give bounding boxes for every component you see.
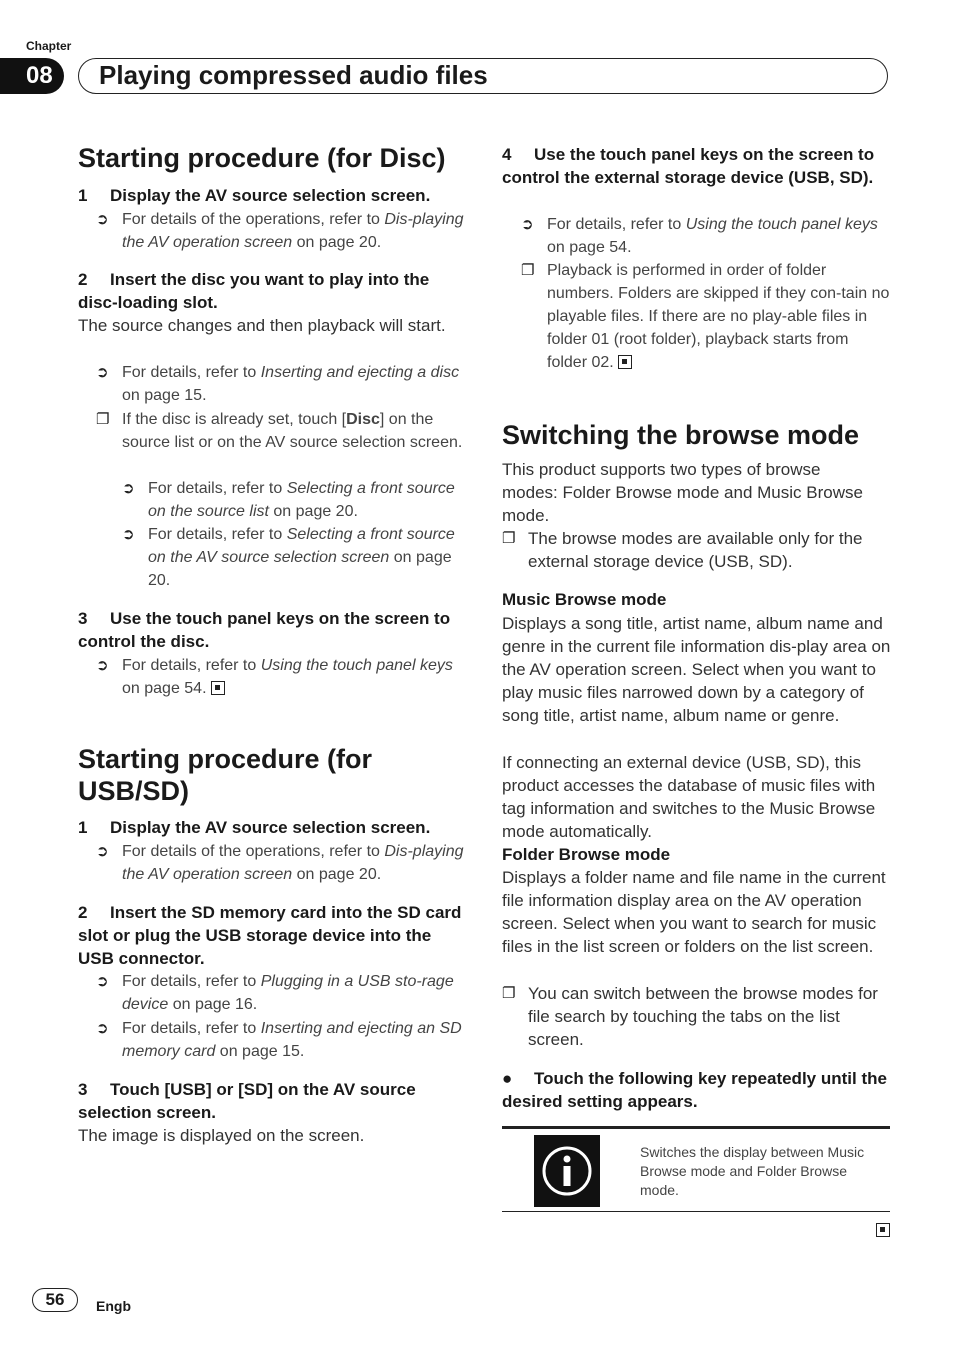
step-text: Display the AV source selection screen. bbox=[110, 186, 431, 205]
step-number: 4 bbox=[502, 145, 512, 164]
browse-action-step bbox=[502, 1067, 892, 1113]
section-title-browse: Switching the browse mode bbox=[502, 420, 860, 450]
arrow-icon: ➲ bbox=[521, 216, 534, 233]
page-number: 56 bbox=[32, 1288, 78, 1312]
note: ➲ For details, refer to Selecting a front source on the source list on page 20. bbox=[148, 477, 466, 523]
folder-browse-body: Displays a folder name and file name in the current file information display area on the AV operation screen. Select when you want to search for music files in the list screen or folders on the list screen. bbox=[502, 868, 886, 956]
note: ➲ For details, refer to Selecting a front source on the AV source selection screen on page 20. bbox=[148, 523, 466, 592]
note: ➲ For details, refer to Inserting and ejecting an SD memory card on page 15. bbox=[122, 1017, 466, 1063]
end-mark-icon bbox=[876, 1223, 890, 1237]
checkbox-icon: ❐ bbox=[521, 262, 535, 279]
step-text: Insert the SD memory card into the SD card slot or plug the USB storage device into the USB connector. bbox=[78, 903, 462, 968]
checkbox-icon: ❐ bbox=[96, 411, 110, 428]
step-text: Use the touch panel keys on the screen to control the disc. bbox=[78, 609, 451, 651]
note: ➲ For details, refer to Inserting and ejecting a disc on page 15. bbox=[122, 361, 466, 407]
chapter-title: Playing compressed audio files bbox=[78, 58, 888, 94]
note: ➲ For details, refer to Using the touch panel keys on page 54. bbox=[547, 213, 892, 259]
disc-step-2 bbox=[78, 268, 466, 314]
music-browse-body-2: If connecting an external device (USB, SD), this product accesses the database of music files with tag information and switches to the Music Browse mode automatically. bbox=[502, 753, 876, 841]
note: ❐ Playback is performed in order of folder numbers. Folders are skipped if they con-tain no playable files. If there are no play-able files in folder 01 (root folder), playback starts from folder 02. bbox=[547, 259, 892, 374]
note: ❐ If the disc is already set, touch [Disc] on the source list or on the AV source selection screen. bbox=[122, 408, 466, 454]
disc-step-2-body: The source changes and then playback will start. bbox=[78, 316, 446, 335]
step-text: Use the touch panel keys on the screen to control the external storage device (USB, SD). bbox=[502, 145, 875, 187]
music-browse-heading: Music Browse mode bbox=[502, 590, 667, 609]
note: ➲ For details, refer to Using the touch panel keys on page 54. bbox=[122, 654, 466, 700]
usb-step-3 bbox=[78, 1078, 466, 1124]
music-browse-body: Displays a song title, artist name, album name and genre in the current file information dis-play area on the AV operation screen. Select when you want to play music files narrowed down by a category of song title, artist name, album name or genre. bbox=[502, 614, 891, 725]
step-number: 1 bbox=[78, 818, 88, 837]
step-number: 2 bbox=[78, 270, 88, 289]
note: ❐ The browse modes are available only for the external storage device (USB, SD). bbox=[502, 529, 863, 571]
arrow-icon: ➲ bbox=[96, 211, 109, 228]
arrow-icon: ➲ bbox=[96, 657, 109, 674]
checkbox-icon: ❐ bbox=[502, 985, 516, 1002]
step-number: 3 bbox=[78, 1080, 88, 1099]
step-text: Insert the disc you want to play into the disc-loading slot. bbox=[78, 270, 430, 312]
step-number: 3 bbox=[78, 609, 88, 628]
end-mark-icon bbox=[211, 681, 225, 695]
note: ➲ For details of the operations, refer to Dis-playing the AV operation screen on page 20. bbox=[122, 840, 466, 886]
section-title-usb: Starting procedure (for USB/SD) bbox=[78, 744, 373, 806]
folder-browse-heading: Folder Browse mode bbox=[502, 845, 671, 864]
step-number: 2 bbox=[78, 903, 88, 922]
usb-step-2 bbox=[78, 901, 466, 970]
disc-step-1 bbox=[78, 184, 466, 207]
usb-step-1 bbox=[78, 816, 466, 839]
language-code: Engb bbox=[96, 1298, 131, 1314]
disc-step-3 bbox=[78, 607, 466, 653]
arrow-icon: ➲ bbox=[96, 364, 109, 381]
arrow-icon: ➲ bbox=[96, 1020, 109, 1037]
step-text: Display the AV source selection screen. bbox=[110, 818, 431, 837]
step-text: Touch the following key repeatedly until the desired setting appears. bbox=[502, 1069, 887, 1111]
step-number: 1 bbox=[78, 186, 88, 205]
info-icon bbox=[534, 1135, 600, 1207]
chapter-number: 08 bbox=[0, 58, 64, 94]
disc-key: Disc bbox=[346, 411, 380, 428]
arrow-icon: ➲ bbox=[122, 480, 135, 497]
usb-step-4 bbox=[502, 143, 892, 189]
end-mark bbox=[872, 1222, 890, 1240]
arrow-icon: ➲ bbox=[96, 973, 109, 990]
note: ❐ You can switch between the browse modes for file search by touching the tabs on the list screen. bbox=[502, 984, 878, 1049]
key-description: Switches the display between Music Browse mode and Folder Browse mode. bbox=[640, 1144, 865, 1198]
usb-step-3-body: The image is displayed on the screen. bbox=[78, 1126, 365, 1145]
browse-intro: This product supports two types of browse modes: Folder Browse mode and Music Browse mode. bbox=[502, 460, 863, 525]
arrow-icon: ➲ bbox=[122, 526, 135, 543]
bullet-icon: ● bbox=[502, 1069, 513, 1088]
arrow-icon: ➲ bbox=[96, 843, 109, 860]
note: ➲ For details of the operations, refer to Dis-playing the AV operation screen on page 20. bbox=[122, 208, 466, 254]
end-mark-icon bbox=[618, 355, 632, 369]
step-text: Touch [USB] or [SD] on the AV source selection screen. bbox=[78, 1080, 416, 1122]
note: ➲ For details, refer to Plugging in a USB sto-rage device on page 16. bbox=[122, 970, 466, 1016]
key-table bbox=[502, 1126, 890, 1212]
chapter-label: Chapter bbox=[26, 39, 72, 53]
checkbox-icon: ❐ bbox=[502, 530, 516, 547]
section-title-disc: Starting procedure (for Disc) bbox=[78, 143, 446, 173]
